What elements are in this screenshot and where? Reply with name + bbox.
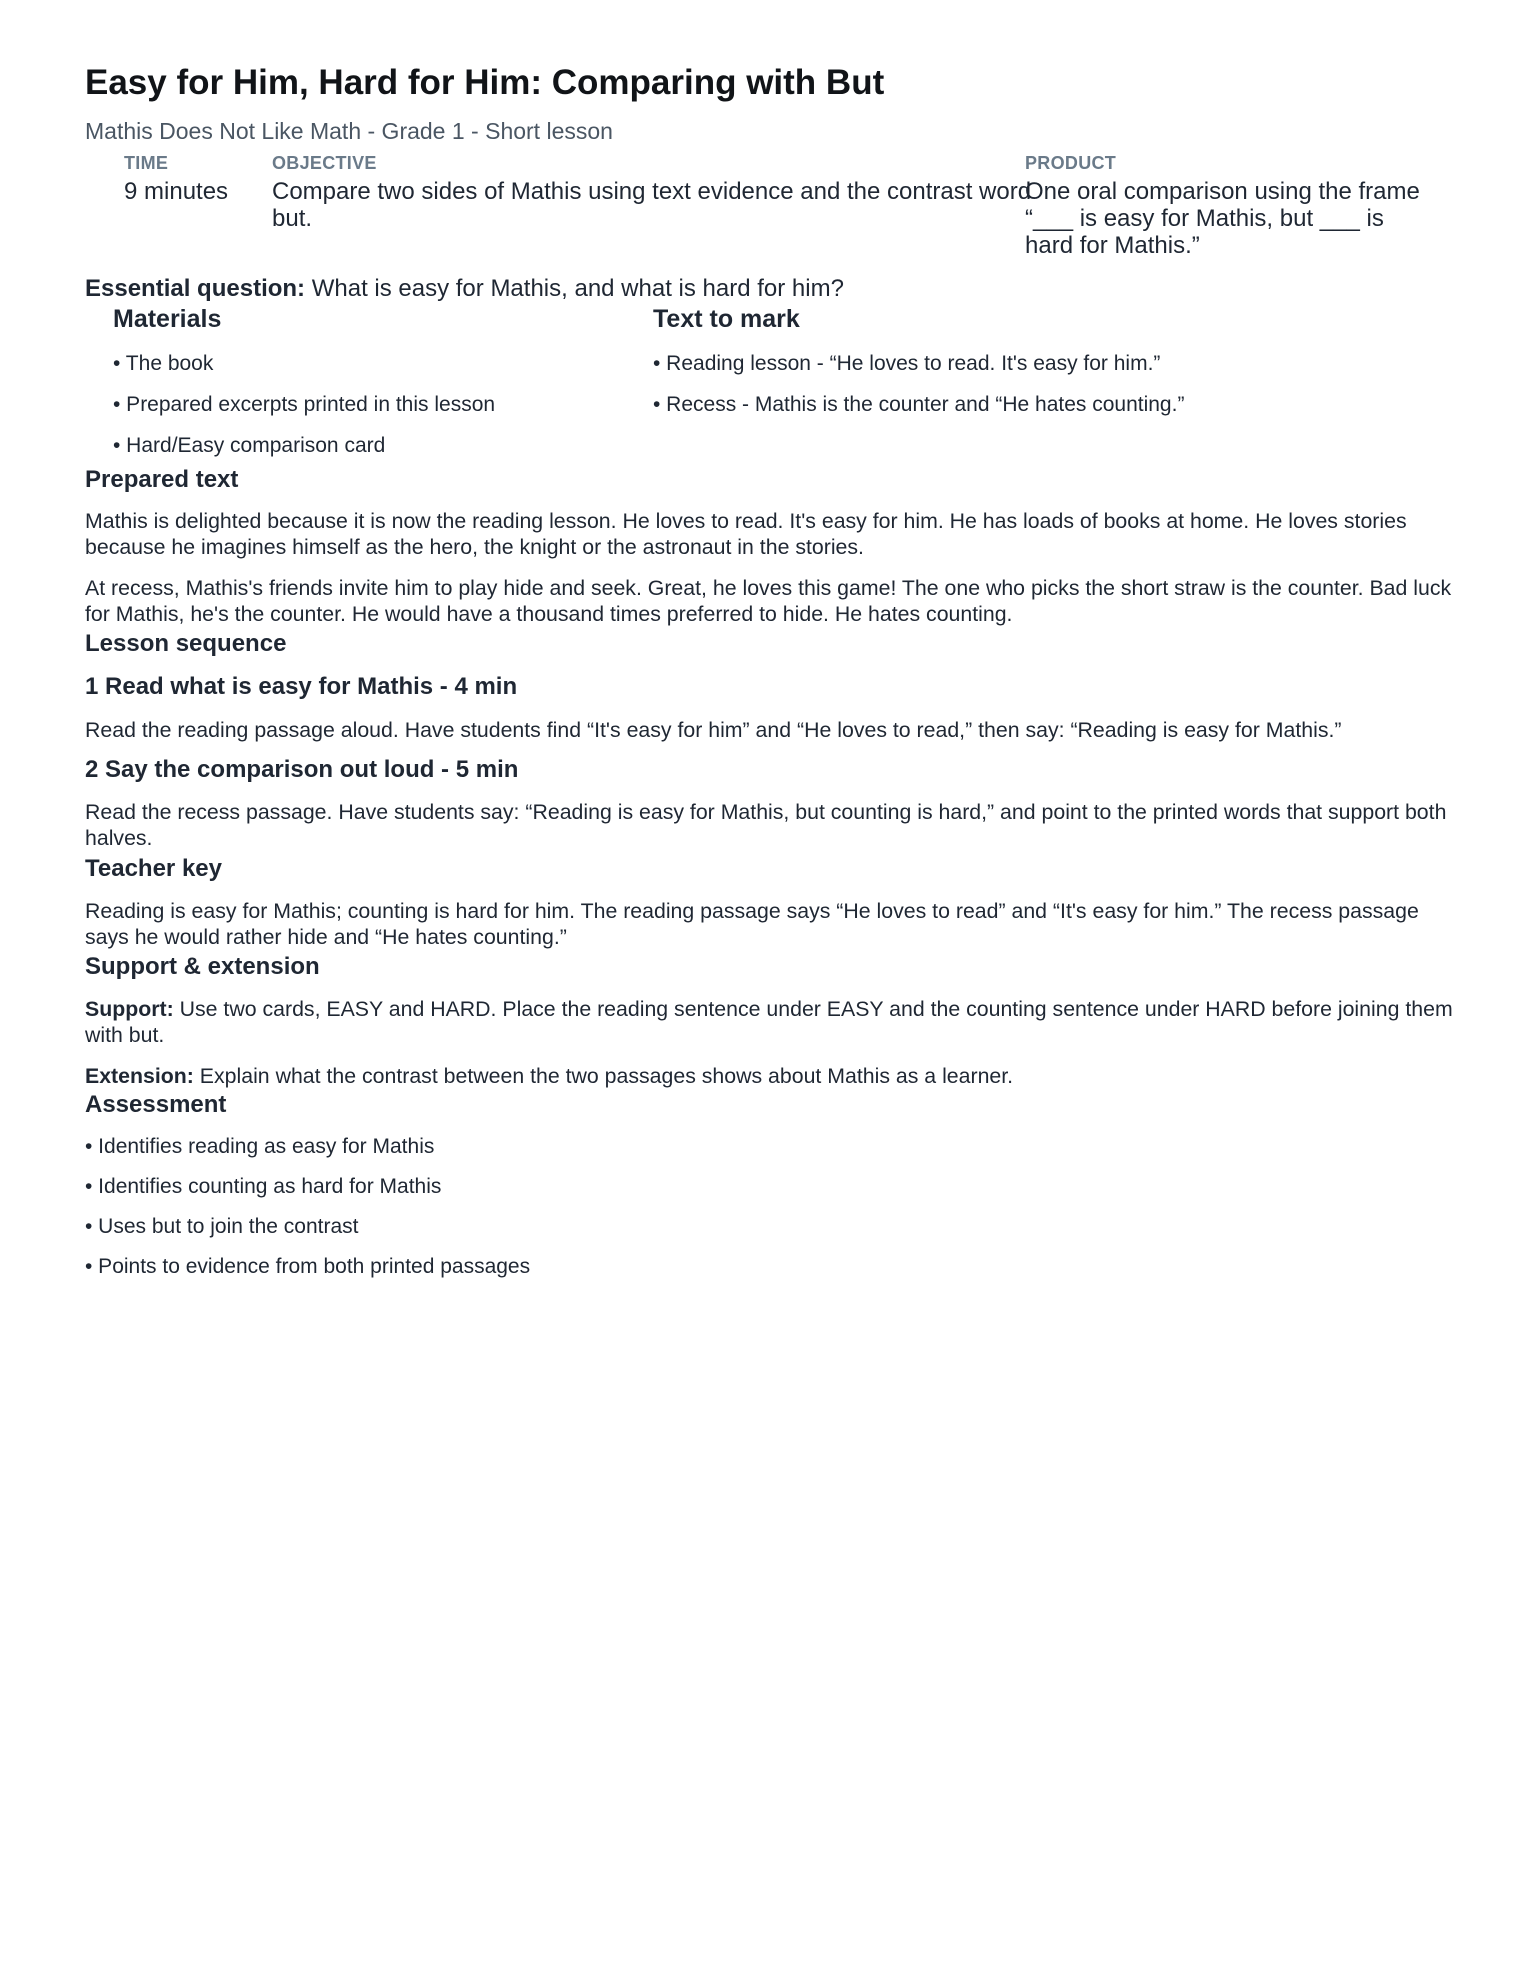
materials-item: • Hard/Easy comparison card [113, 434, 386, 457]
page-subtitle: Mathis Does Not Like Math - Grade 1 - Short lesson [85, 118, 613, 144]
assessment-item: • Identifies counting as hard for Mathis [85, 1175, 442, 1198]
assessment-heading: Assessment [85, 1091, 227, 1118]
step-2-text: Read the recess passage. Have students say: “Reading is easy for Mathis, but counting is hard,” and point to the printed words that support both halves. [85, 800, 1447, 850]
support-extension-heading: Support & extension [85, 953, 320, 980]
essential-question-label: Essential question: [85, 275, 306, 302]
materials-item: • Prepared excerpts printed in this lesson [113, 393, 496, 416]
prepared-paragraph: At recess, Mathis's friends invite him to play hide and seek. Great, he loves this game! The one who picks the short straw is the counter. Bad luck for Mathis, he's the counter. He would have a thousand times preferred to hide. He hates counting. [85, 576, 1452, 626]
assessment-item: • Identifies reading as easy for Mathis [85, 1135, 435, 1158]
product-value: One oral comparison using the frame “___ is easy for Mathis, but ___ is hard for Mathis.” [1025, 178, 1420, 259]
materials-item: • The book [113, 352, 214, 375]
objective-value: Compare two sides of Mathis using text evidence and the contrast word but. [272, 178, 1032, 232]
time-value: 9 minutes [124, 178, 229, 205]
extension-text [85, 1063, 1455, 1089]
assessment-item: • Points to evidence from both printed passages [85, 1255, 531, 1278]
product-label: PRODUCT [1025, 153, 1117, 173]
time-label: TIME [124, 153, 169, 173]
support-body: Use two cards, EASY and HARD. Place the reading sentence under EASY and the counting sentence under HARD before joining them with but. [85, 997, 1453, 1047]
text-to-mark-item: • Recess - Mathis is the counter and “He hates counting.” [653, 393, 1185, 416]
objective-label: OBJECTIVE [272, 153, 377, 173]
essential-question [85, 275, 844, 303]
prepared-text-heading: Prepared text [85, 466, 239, 493]
teacher-key-text: Reading is easy for Mathis; counting is hard for him. The reading passage says “He loves to read” and “It's easy for him.” The recess passage says he would rather hide and “He hates counting.” [85, 899, 1419, 949]
prepared-paragraph: Mathis is delighted because it is now the reading lesson. He loves to read. It's easy for him. He has loads of books at home. He loves stories because he imagines himself as the hero, the knight or the astronaut in the stories. [85, 509, 1407, 559]
step-2-heading: 2 Say the comparison out loud - 5 min [85, 756, 519, 783]
extension-label: Extension: [85, 1064, 194, 1088]
support-text [85, 996, 1455, 1048]
step-1-heading: 1 Read what is easy for Mathis - 4 min [85, 673, 518, 700]
text-to-mark-item: • Reading lesson - “He loves to read. It's easy for him.” [653, 352, 1161, 375]
essential-question-text: What is easy for Mathis, and what is hard for him? [311, 275, 844, 302]
teacher-key-heading: Teacher key [85, 855, 222, 882]
assessment-item: • Uses but to join the contrast [85, 1215, 359, 1238]
page-title: Easy for Him, Hard for Him: Comparing with But [85, 63, 885, 102]
lesson-sequence-heading: Lesson sequence [85, 630, 287, 657]
step-1-text: Read the reading passage aloud. Have students find “It's easy for him” and “He loves to read,” then say: “Reading is easy for Mathis.” [85, 718, 1342, 742]
extension-body: Explain what the contrast between the two passages shows about Mathis as a learner. [199, 1064, 1014, 1088]
text-to-mark-heading: Text to mark [653, 305, 800, 333]
support-label: Support: [85, 997, 174, 1021]
materials-heading: Materials [113, 305, 222, 333]
